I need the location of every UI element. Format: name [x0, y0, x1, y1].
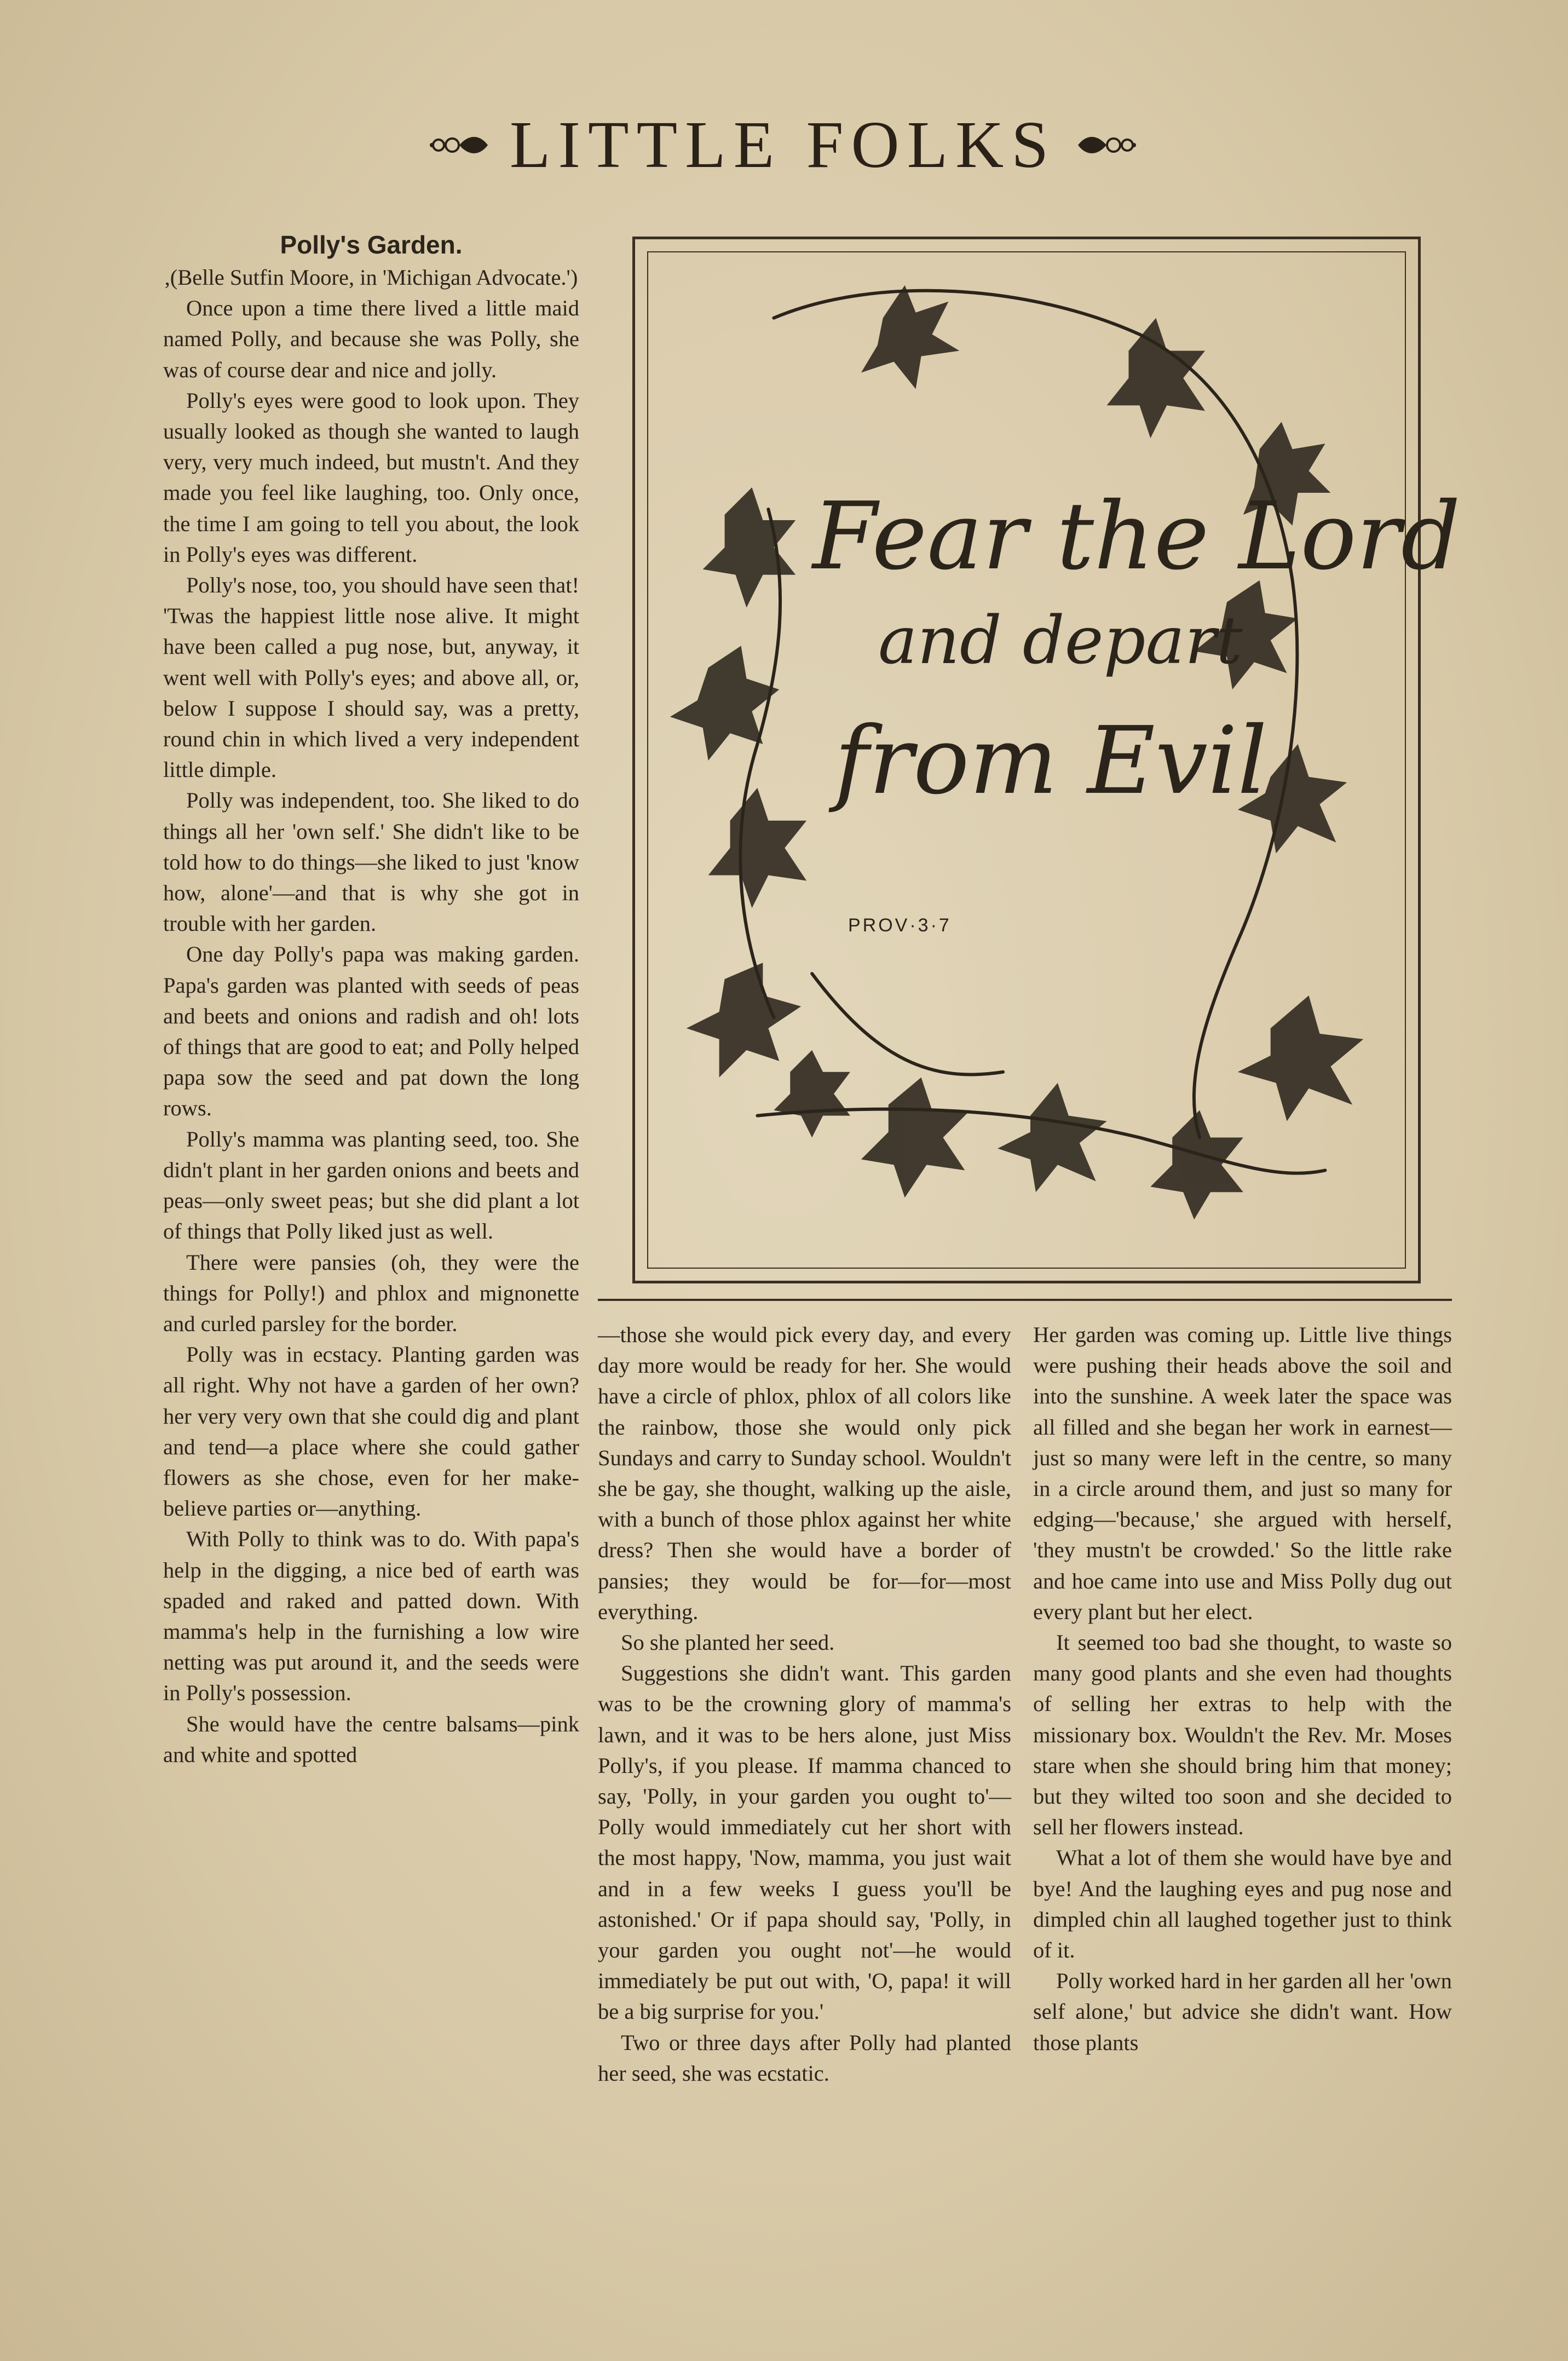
paragraph: Polly was in ecstacy. Planting garden was all right. Why not have a garden of her own? her very very own that she could dig and plant and tend—a place where she could gather flowers as she chose, even for her make-believe parties or—anything. [163, 1342, 579, 1521]
paragraph: Two or three days after Polly had planted her seed, she was ecstatic. [598, 2030, 1011, 2086]
paragraph: Polly's nose, too, you should have seen that! 'Twas the happiest little nose alive. It might have been called a pug nose, but, anyway, it went well with Polly's eyes; and above all, or, below I suppose I should say, was a pretty, round chin in which lived a very independent little dimple. [163, 573, 579, 782]
paragraph: Polly's eyes were good to look upon. They usually looked as though she wanted to laugh very, very much indeed, but mustn't. And they made you feel like laughing, too. Only once, the time I am going to tell you about, the look in Polly's eyes was different. [163, 388, 579, 567]
article-column-3 [1033, 1320, 1452, 2058]
article-column-1 [163, 227, 579, 1770]
article-column-2 [598, 1320, 1011, 2089]
paragraph: So she planted her seed. [621, 1630, 835, 1655]
ivy-ornament-left-icon [428, 129, 493, 162]
paragraph: Polly was independent, too. She liked to do things all her 'own self.' She didn't like to be told how to do things—she liked to just 'know how, alone'—and that is why she got in trouble with her garden. [163, 788, 579, 936]
ivy-ornament-right-icon [1073, 129, 1138, 162]
paragraph: With Polly to think was to do. With papa's help in the digging, a nice bed of earth was spaded and raked and patted down. With mamma's help in the furnishing a low wire netting was put around it, and the seeds were in Polly's possession. [163, 1527, 579, 1706]
illustration [647, 251, 1461, 1269]
paragraph: Polly worked hard in her garden all her 'own self alone,' but advice she didn't want. How those plants [1033, 1968, 1452, 2055]
paragraph: One day Polly's papa was making garden. Papa's garden was planted with seeds of peas and beets and onions and radish and oh! lots of things that are good to eat; and Polly helped papa sow the seed and pat down the long rows. [163, 942, 579, 1121]
motto-line-1: Fear the Lord [812, 482, 1461, 591]
paragraph: There were pansies (oh, they were the things for Polly!) and phlox and mignonette and curled parsley for the border. [163, 1249, 579, 1336]
masthead [383, 104, 1183, 186]
paragraph: Her garden was coming up. Little live things were pushing their heads above the soil and into the sunshine. A week later the space was all filled and she began her work in earnest—just so many were left in the centre, so many in a circle around them, and just so many for edging—'because,' she argued with herself, 'they mustn't be crowded.' So the little rake and hoe came into use and Miss Polly dug out every plant but her elect. [1033, 1322, 1452, 1624]
paragraph: What a lot of them she would have bye and bye! And the laughing eyes and pug nose and dimpled chin all laughed together just to think of it. [1033, 1845, 1452, 1963]
motto-line-3: from Evil [834, 707, 1267, 815]
paragraph: Suggestions she didn't want. This garden was to be the crowning glory of mamma's lawn, and it was to be hers alone, just Miss Polly's, if you please. If mamma chanced to say, 'Polly, in your garden you ought to'—Polly would immediately cut her short with the most happy, 'Now, mamma, you just wait and in a few weeks I guess you'll be astonished.' Or if papa should say, 'Polly, in your garden you ought not'—he would immediately be put out with, 'O, papa! it will be a big surprise for you.' [598, 1661, 1011, 2024]
story-byline: ,(Belle Sutfin Moore, in 'Michigan Advocate.') [164, 265, 578, 290]
story-title: Polly's Garden. [280, 231, 463, 259]
illustration-frame [632, 237, 1461, 1283]
column-rule [598, 1299, 1452, 1301]
masthead-title: LITTLE FOLKS [509, 108, 1057, 182]
paragraph: Polly's mamma was planting seed, too. She didn't plant in her garden onions and beets and peas—only sweet peas; but she did plant a lot of things that Polly liked just as well. [163, 1126, 579, 1244]
paragraph: She would have the centre balsams—pink and white and spotted [163, 1711, 579, 1767]
paragraph: It seemed too bad she thought, to waste so many good plants and she even had thoughts of selling her extras to help with the missionary box. Wouldn't the Rev. Mr. Moses stare when she should bring him that money; but they wilted too soon and she decided to sell her flowers instead. [1033, 1630, 1452, 1840]
paragraph: Once upon a time there lived a little maid named Polly, and because she was Polly, she was of course dear and nice and jolly. [163, 296, 579, 382]
scripture-reference: PROV·3·7 [848, 915, 952, 936]
paragraph: —those she would pick every day, and every day more would be ready for her. She would have a circle of phlox, phlox of all colors like the rainbow, those she would only pick Sundays and carry to Sunday school. Wouldn't she be gay, she thought, walking up the aisle, with a bunch of those phlox against her white dress? Then she would have a border of pansies; they would be for—for—most everything. [598, 1322, 1011, 1624]
motto-line-2: and depart [878, 603, 1243, 679]
